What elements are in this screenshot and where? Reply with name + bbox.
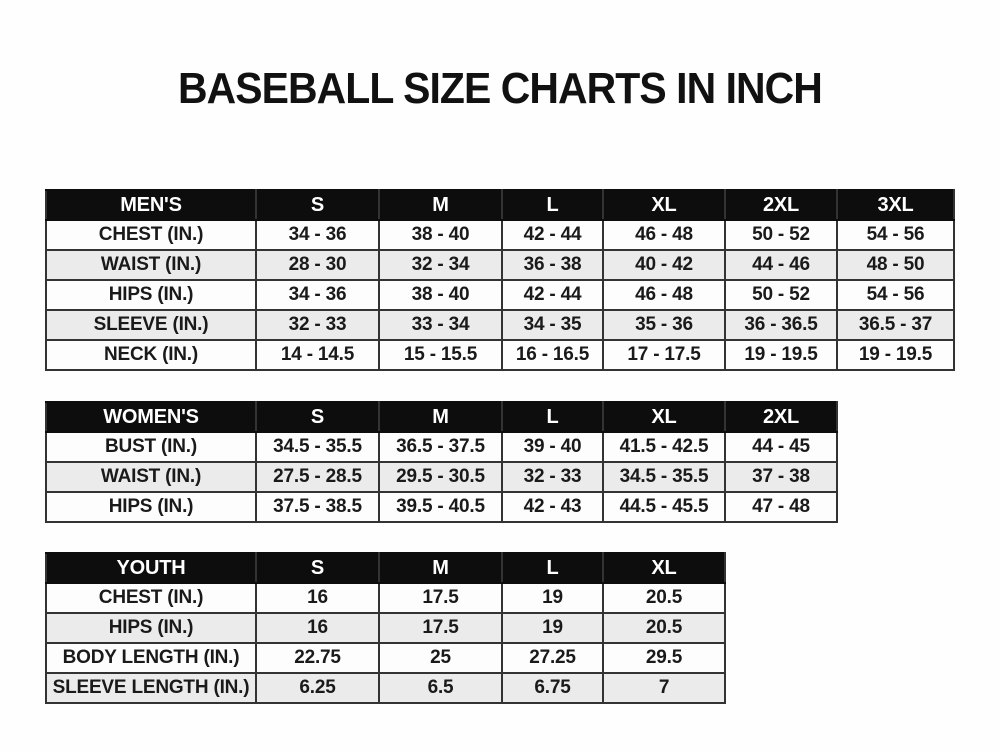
mens-sleeve-row <box>46 310 954 340</box>
size-value: 22.75 <box>256 643 379 673</box>
womens-size-table <box>45 401 838 523</box>
youth-chest-row <box>46 583 725 613</box>
size-value: 19 - 19.5 <box>837 340 954 370</box>
size-value: 39 - 40 <box>502 432 603 462</box>
youth-header-row <box>46 553 725 583</box>
mens-hips-row <box>46 280 954 310</box>
size-value: 46 - 48 <box>603 220 725 250</box>
row-label: HIPS (IN.) <box>46 613 256 643</box>
size-value: 34 - 36 <box>256 280 379 310</box>
size-value: 16 - 16.5 <box>502 340 603 370</box>
size-value: 29.5 <box>603 643 725 673</box>
row-label: HIPS (IN.) <box>46 280 256 310</box>
size-value: 16 <box>256 583 379 613</box>
youth-sleeve-length-row <box>46 673 725 703</box>
mens-chest-row <box>46 220 954 250</box>
size-value: 35 - 36 <box>603 310 725 340</box>
mens-column-header-m: M <box>379 190 502 220</box>
row-label: WAIST (IN.) <box>46 462 256 492</box>
size-value: 7 <box>603 673 725 703</box>
size-value: 47 - 48 <box>725 492 837 522</box>
size-value: 20.5 <box>603 583 725 613</box>
size-value: 37.5 - 38.5 <box>256 492 379 522</box>
womens-bust-row <box>46 432 837 462</box>
size-value: 29.5 - 30.5 <box>379 462 502 492</box>
row-label: NECK (IN.) <box>46 340 256 370</box>
youth-column-header-l: L <box>502 553 603 583</box>
size-value: 50 - 52 <box>725 280 837 310</box>
row-label: HIPS (IN.) <box>46 492 256 522</box>
size-value: 6.75 <box>502 673 603 703</box>
size-value: 19 <box>502 583 603 613</box>
mens-column-header-xl: XL <box>603 190 725 220</box>
mens-column-header-3xl: 3XL <box>837 190 954 220</box>
size-value: 44 - 46 <box>725 250 837 280</box>
size-value: 32 - 33 <box>502 462 603 492</box>
size-value: 28 - 30 <box>256 250 379 280</box>
row-label: BODY LENGTH (IN.) <box>46 643 256 673</box>
size-value: 36.5 - 37 <box>837 310 954 340</box>
youth-column-header-m: M <box>379 553 502 583</box>
youth-hips-row <box>46 613 725 643</box>
size-value: 36 - 36.5 <box>725 310 837 340</box>
size-value: 36.5 - 37.5 <box>379 432 502 462</box>
row-label: WAIST (IN.) <box>46 250 256 280</box>
womens-column-header-xl: XL <box>603 402 725 432</box>
size-value: 38 - 40 <box>379 280 502 310</box>
youth-body-length-row <box>46 643 725 673</box>
womens-waist-row <box>46 462 837 492</box>
size-value: 15 - 15.5 <box>379 340 502 370</box>
womens-column-header-2xl: 2XL <box>725 402 837 432</box>
size-value: 40 - 42 <box>603 250 725 280</box>
size-value: 33 - 34 <box>379 310 502 340</box>
size-value: 17 - 17.5 <box>603 340 725 370</box>
womens-hips-row <box>46 492 837 522</box>
mens-header-row <box>46 190 954 220</box>
mens-column-header-2xl: 2XL <box>725 190 837 220</box>
size-value: 44.5 - 45.5 <box>603 492 725 522</box>
mens-group-header: MEN'S <box>46 190 256 220</box>
size-value: 20.5 <box>603 613 725 643</box>
size-value: 6.5 <box>379 673 502 703</box>
size-value: 42 - 43 <box>502 492 603 522</box>
size-value: 19 <box>502 613 603 643</box>
row-label: BUST (IN.) <box>46 432 256 462</box>
mens-neck-row <box>46 340 954 370</box>
size-value: 25 <box>379 643 502 673</box>
size-value: 54 - 56 <box>837 220 954 250</box>
womens-column-header-s: S <box>256 402 379 432</box>
size-value: 38 - 40 <box>379 220 502 250</box>
size-value: 54 - 56 <box>837 280 954 310</box>
size-value: 17.5 <box>379 613 502 643</box>
size-value: 50 - 52 <box>725 220 837 250</box>
size-value: 42 - 44 <box>502 280 603 310</box>
youth-size-table <box>45 552 726 704</box>
size-value: 41.5 - 42.5 <box>603 432 725 462</box>
row-label: CHEST (IN.) <box>46 220 256 250</box>
size-value: 42 - 44 <box>502 220 603 250</box>
size-value: 34 - 36 <box>256 220 379 250</box>
mens-size-table <box>45 189 955 371</box>
size-value: 46 - 48 <box>603 280 725 310</box>
size-value: 17.5 <box>379 583 502 613</box>
size-value: 36 - 38 <box>502 250 603 280</box>
size-value: 34 - 35 <box>502 310 603 340</box>
size-value: 32 - 33 <box>256 310 379 340</box>
youth-column-header-xl: XL <box>603 553 725 583</box>
size-value: 27.25 <box>502 643 603 673</box>
size-value: 19 - 19.5 <box>725 340 837 370</box>
mens-waist-row <box>46 250 954 280</box>
row-label: SLEEVE LENGTH (IN.) <box>46 673 256 703</box>
page-title: BASEBALL SIZE CHARTS IN INCH <box>178 64 822 113</box>
womens-column-header-m: M <box>379 402 502 432</box>
size-value: 34.5 - 35.5 <box>256 432 379 462</box>
size-value: 37 - 38 <box>725 462 837 492</box>
youth-column-header-s: S <box>256 553 379 583</box>
size-value: 16 <box>256 613 379 643</box>
size-value: 48 - 50 <box>837 250 954 280</box>
youth-group-header: YOUTH <box>46 553 256 583</box>
size-value: 39.5 - 40.5 <box>379 492 502 522</box>
womens-group-header: WOMEN'S <box>46 402 256 432</box>
womens-header-row <box>46 402 837 432</box>
mens-column-header-l: L <box>502 190 603 220</box>
size-value: 27.5 - 28.5 <box>256 462 379 492</box>
size-value: 44 - 45 <box>725 432 837 462</box>
row-label: SLEEVE (IN.) <box>46 310 256 340</box>
size-value: 32 - 34 <box>379 250 502 280</box>
size-value: 14 - 14.5 <box>256 340 379 370</box>
row-label: CHEST (IN.) <box>46 583 256 613</box>
size-value: 34.5 - 35.5 <box>603 462 725 492</box>
womens-column-header-l: L <box>502 402 603 432</box>
size-value: 6.25 <box>256 673 379 703</box>
mens-column-header-s: S <box>256 190 379 220</box>
